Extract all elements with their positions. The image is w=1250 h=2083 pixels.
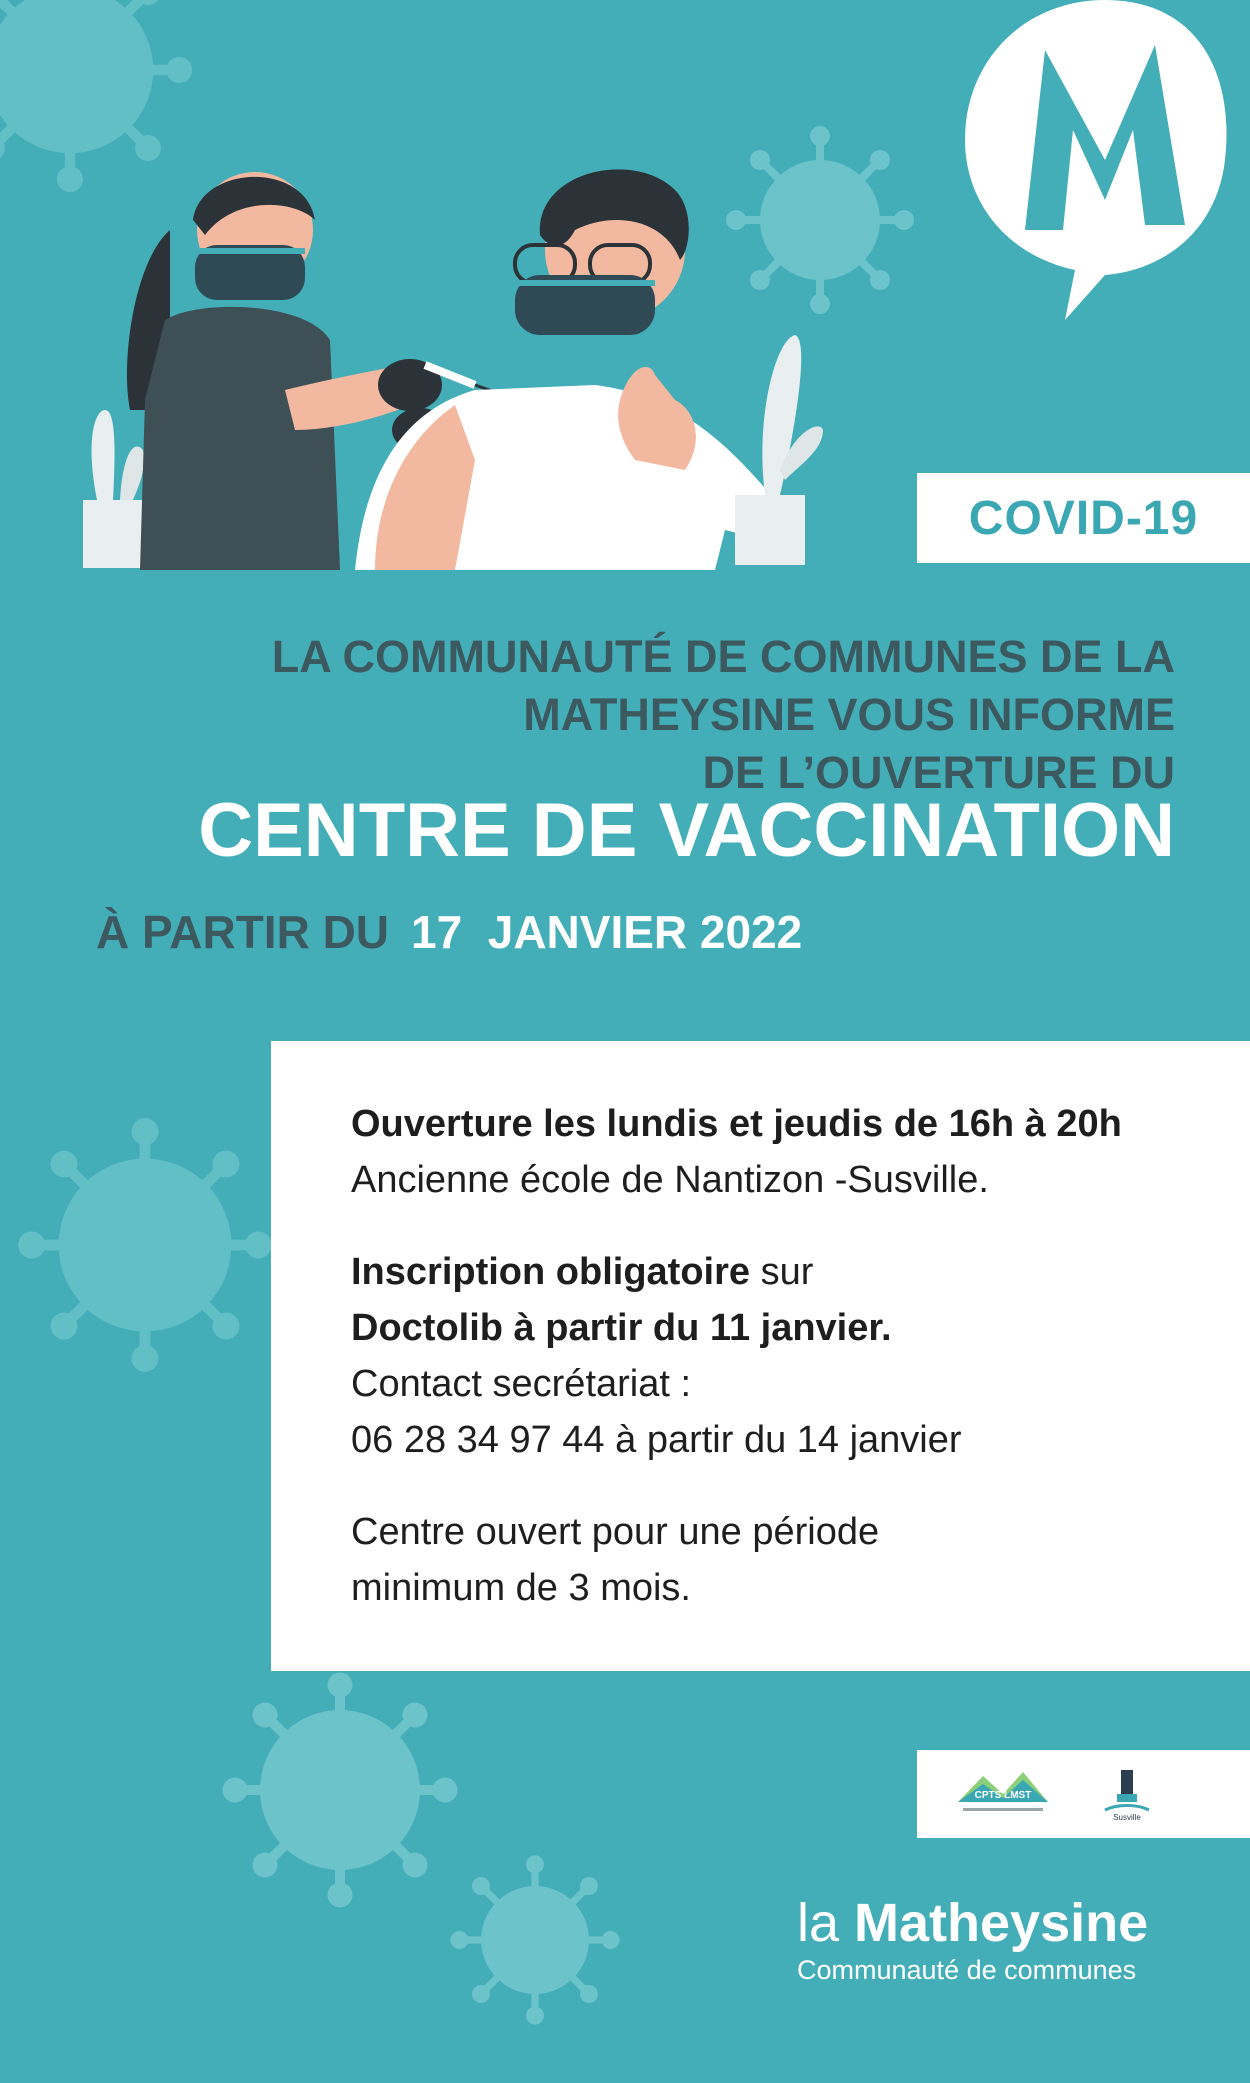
inscription-paragraph <box>351 1244 1122 1468</box>
svg-text:Susville: Susville <box>1113 1813 1141 1822</box>
intro-text <box>272 628 1175 802</box>
doctolib-line: Doctolib à partir du 11 janvier. <box>351 1307 892 1349</box>
svg-text:CPTS LMST: CPTS LMST <box>974 1790 1032 1801</box>
matheysine-logo <box>797 1893 1148 1986</box>
virus-icon <box>215 1665 465 1915</box>
brand-prefix: la <box>797 1893 840 1953</box>
contact-phone: 06 28 34 97 44 à partir du 14 janvier <box>351 1419 962 1461</box>
brand-subtitle: Communauté de communes <box>797 1955 1137 1985</box>
opening-paragraph <box>351 1096 1122 1208</box>
brand-main: Matheysine <box>854 1893 1149 1953</box>
opening-hours: Ouverture les lundis et jeudis de 16h à 20h <box>351 1103 1122 1145</box>
location: Ancienne école de Nantizon -Susville. <box>351 1159 989 1201</box>
page-title: CENTRE DE VACCINATION <box>198 788 1175 873</box>
cpts-logo-icon <box>953 1764 1053 1824</box>
susville-logo-icon <box>1097 1764 1157 1824</box>
partner-logos <box>917 1750 1250 1838</box>
date-value: 17 JANVIER 2022 <box>411 906 803 958</box>
covid-badge-label: COVID-19 <box>968 491 1199 545</box>
intro-line: LA COMMUNAUTÉ DE COMMUNES DE LA <box>271 631 1175 682</box>
virus-icon <box>445 1850 625 2030</box>
start-date-line <box>96 905 802 959</box>
contact-label: Contact secrétariat : <box>351 1363 692 1405</box>
info-text <box>351 1096 1122 1652</box>
logo-m-icon <box>955 0 1250 330</box>
vaccination-illustration <box>75 140 825 570</box>
intro-line: DE L’OUVERTURE DU <box>702 747 1175 798</box>
period-paragraph <box>351 1504 1122 1616</box>
covid-badge <box>917 473 1250 563</box>
inscription-suffix: sur <box>750 1251 814 1293</box>
intro-line: MATHEYSINE VOUS INFORME <box>523 689 1175 740</box>
date-prefix: À PARTIR DU <box>96 906 390 958</box>
virus-icon <box>10 1110 280 1380</box>
info-box <box>271 1041 1250 1671</box>
brand-name <box>797 1893 1148 1953</box>
inscription-label: Inscription obligatoire <box>351 1251 751 1293</box>
period-line: Centre ouvert pour une période <box>351 1511 880 1553</box>
period-line: minimum de 3 mois. <box>351 1567 691 1609</box>
